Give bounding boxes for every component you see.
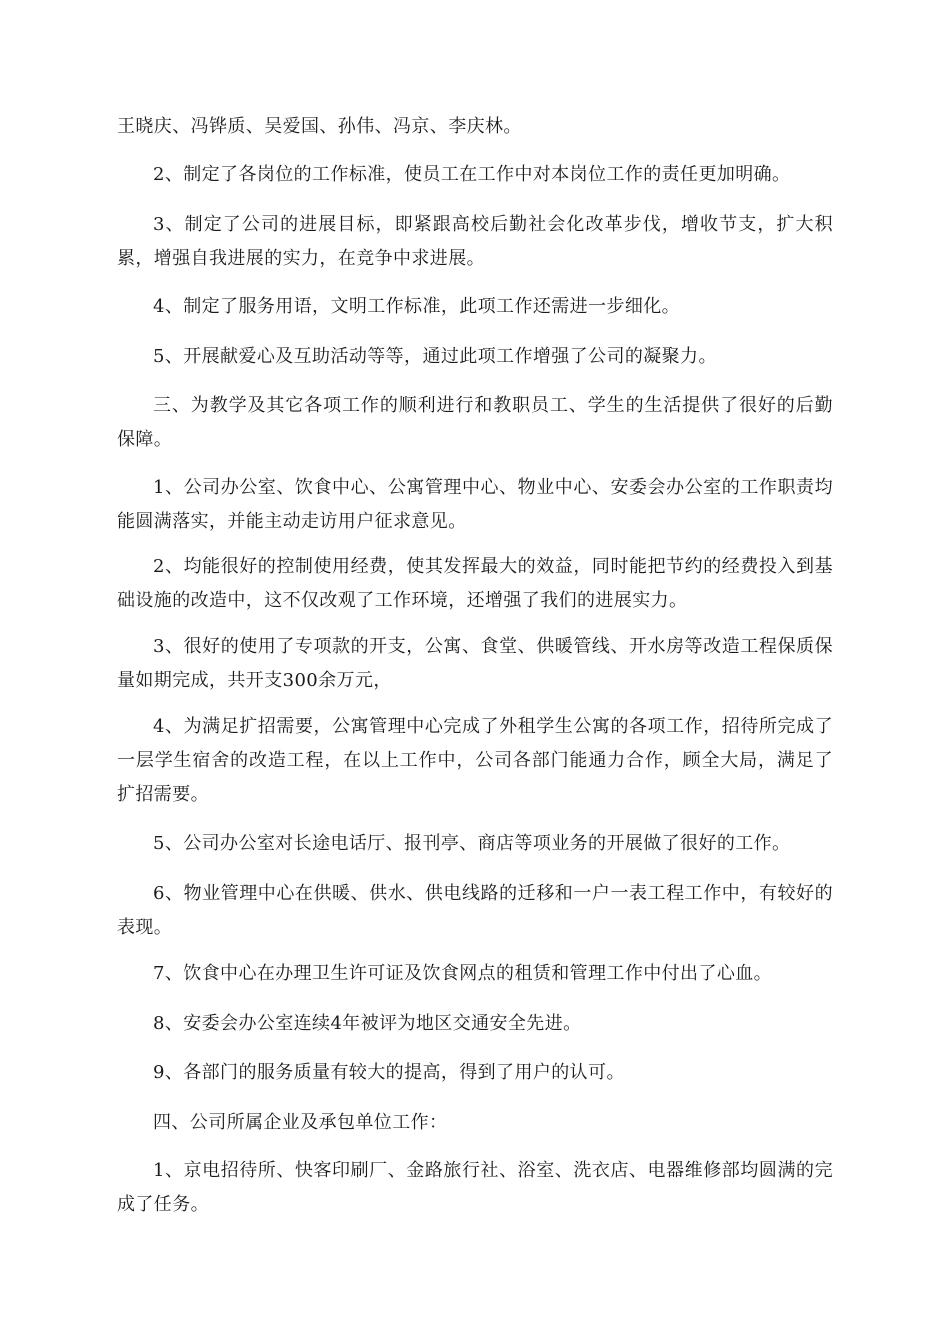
paragraph-section4-item-1: 1、京电招待所、快客印刷厂、金路旅行社、浴室、洗衣店、电器维修部均圆满的完成了任务。 (117, 1160, 833, 1215)
paragraph-item-5-activities: 5、开展献爱心及互助活动等等，通过此项工作增强了公司的凝聚力。 (153, 346, 717, 367)
paragraph-section3-item-5: 5、公司办公室对长途电话厅、报刊亭、商店等项业务的开展做了很好的工作。 (153, 833, 791, 854)
paragraph-section3-item-3: 3、很好的使用了专项款的开支，公寓、食堂、供暖管线、开水房等改造工程保质保量如期完成，共开支300余万元， (117, 636, 833, 691)
section-heading-4: 四、公司所属企业及承包单位工作： (153, 1112, 448, 1133)
paragraph-staff-names: 王晓庆、冯铧质、吴爱国、孙伟、冯京、李庆林。 (117, 116, 522, 137)
paragraph-section3-item-8: 8、安委会办公室连续4年被评为地区交通安全先进。 (153, 1013, 582, 1034)
paragraph-section3-item-1: 1、公司办公室、饮食中心、公寓管理中心、物业中心、安委会办公室的工作职责均能圆满落实，并能主动走访用户征求意见。 (117, 477, 833, 532)
paragraph-section3-item-2: 2、均能很好的控制使用经费，使其发挥最大的效益，同时能把节约的经费投入到基础设施的改造中，这不仅改观了工作环境，还增强了我们的进展实力。 (117, 556, 833, 611)
section-heading-3: 三、为教学及其它各项工作的顺利进行和教职员工、学生的生活提供了很好的后勤保障。 (117, 395, 833, 450)
paragraph-item-3-goals: 3、制定了公司的进展目标，即紧跟高校后勤社会化改革步伐，增收节支，扩大积累，增强自我进展的实力，在竞争中求进展。 (117, 214, 833, 269)
paragraph-item-2-standards: 2、制定了各岗位的工作标准，使员工在工作中对本岗位工作的责任更加明确。 (153, 164, 791, 185)
paragraph-section3-item-6: 6、物业管理中心在供暖、供水、供电线路的迁移和一户一表工程工作中，有较好的表现。 (117, 883, 833, 938)
paragraph-item-4-service-terms: 4、制定了服务用语，文明工作标准，此项工作还需进一步细化。 (153, 296, 681, 317)
paragraph-section3-item-9: 9、各部门的服务质量有较大的提高，得到了用户的认可。 (153, 1062, 625, 1083)
paragraph-section3-item-7: 7、饮食中心在办理卫生许可证及饮食网点的租赁和管理工作中付出了心血。 (153, 963, 773, 984)
paragraph-section3-item-4: 4、为满足扩招需要，公寓管理中心完成了外租学生公寓的各项工作，招待所完成了一层学生宿舍的改造工程，在以上工作中，公司各部门能通力合作，顾全大局，满足了扩招需要。 (117, 716, 833, 805)
